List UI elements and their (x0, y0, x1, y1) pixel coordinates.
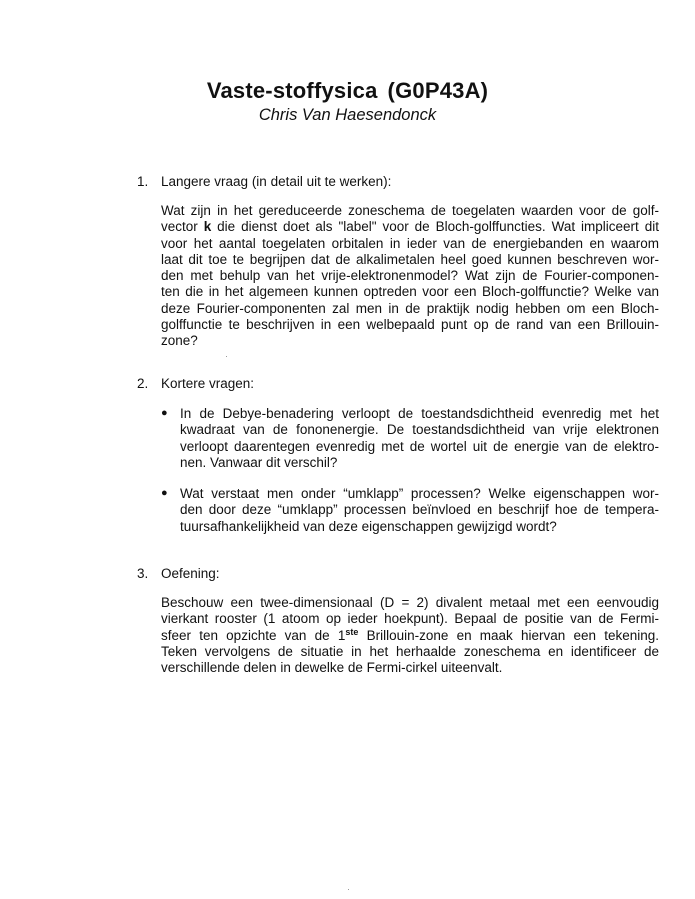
question-2-number: 2. (137, 376, 149, 391)
question-3-heading: Oefening: (161, 566, 220, 581)
bullet-1-line: verloopt daarentegen evenredig met de wortel uit de energie van de elektro- (180, 438, 659, 454)
question-1-text (161, 203, 659, 350)
question-1-number: 1. (137, 174, 149, 189)
bullet-icon: ● (161, 487, 168, 499)
question-3-text (161, 595, 659, 676)
question-3-line: Beschouw een twee-dimensionaal (D = 2) divalent metaal met een eenvoudig (161, 595, 659, 610)
bullet-2-line: Wat verstaat men onder “umklapp” processen? Welke eigenschappen wor- (180, 486, 659, 501)
question-3-line-prefix: sfeer ten opzichte van de 1 (161, 627, 346, 643)
question-1-line: Wat zijn in het gereduceerde zoneschema de toegelaten waarden voor de golf- (161, 203, 659, 218)
question-1-line: zone? (161, 333, 198, 349)
question-2-bullet-1 (180, 406, 659, 471)
title-course: Vaste-stoffysica (206, 78, 378, 103)
question-1-line: golffunctie te beschrijven in een welbepaald punt op de rand van een Brillouin- (161, 317, 659, 333)
question-3-line (161, 628, 659, 644)
k-vector-symbol: k (203, 219, 212, 235)
author-name: Chris Van Haesendonck (258, 106, 437, 124)
scan-speck (226, 356, 227, 357)
question-1-line: den met behulp van het vrije-elektronenmodel? Wat zijn de Fourier-componen- (161, 268, 659, 284)
ordinal-superscript: ste (345, 626, 359, 637)
bullet-1-line: kwadraat van de fononenergie. De toestandsdichtheid van vrije elektronen (180, 422, 659, 438)
bullet-1-line: nen. Vanwaar dit verschil? (180, 454, 338, 470)
question-3-number: 3. (137, 566, 149, 581)
question-1-line (161, 219, 659, 235)
question-1-heading: Langere vraag (in detail uit te werken): (161, 174, 392, 189)
question-2-heading: Kortere vragen: (161, 376, 255, 391)
page-title (0, 78, 695, 104)
question-3-line-rest: Brillouin-zone en maak hiervan een tekening. (366, 627, 659, 643)
question-1-line-prefix: vector (161, 219, 198, 235)
question-1-line: deze Fourier-componenten zal men in de praktijk nodig hebben om een Bloch- (161, 300, 659, 316)
question-1-line: ten die in het algemeen kunnen optreden voor een Bloch-golffunctie? Welke van (161, 284, 659, 300)
bullet-1-line: In de Debye-benadering verloopt de toestandsdichtheid evenredig met het (180, 406, 659, 421)
question-3-line: vierkant rooster (1 atoom op ieder hoekpunt). Bepaal de positie van de Fermi- (161, 611, 659, 627)
question-1-line-rest: die dienst doet als "label" voor de Bloch-golffuncties. Wat impliceert dit (217, 219, 659, 235)
question-1-line: laat dit toe te begrijpen dat de alkalimetalen heel goed kunnen beschreven wor- (161, 251, 659, 267)
question-2-bullet-2 (180, 486, 659, 535)
bullet-icon: ● (161, 407, 168, 419)
question-3-line: verschillende delen in dewelke de Fermi-cirkel uiteenvalt. (161, 660, 503, 676)
bullet-2-line: tuursafhankelijkheid van deze eigenschappen gewijzigd wordt? (180, 518, 557, 534)
question-3-line: Teken vervolgens de situatie in het herhaalde zoneschema en identificeer de (161, 643, 659, 659)
question-1-line: voor het aantal toegelaten orbitalen in ieder van de energiebanden en waarom (161, 235, 659, 251)
title-code: (G0P43A) (387, 78, 489, 103)
bullet-2-line: den door deze “umklapp” processen beïnvloed en beschrijf hoe de tempera- (180, 502, 659, 518)
scan-speck (348, 889, 349, 890)
